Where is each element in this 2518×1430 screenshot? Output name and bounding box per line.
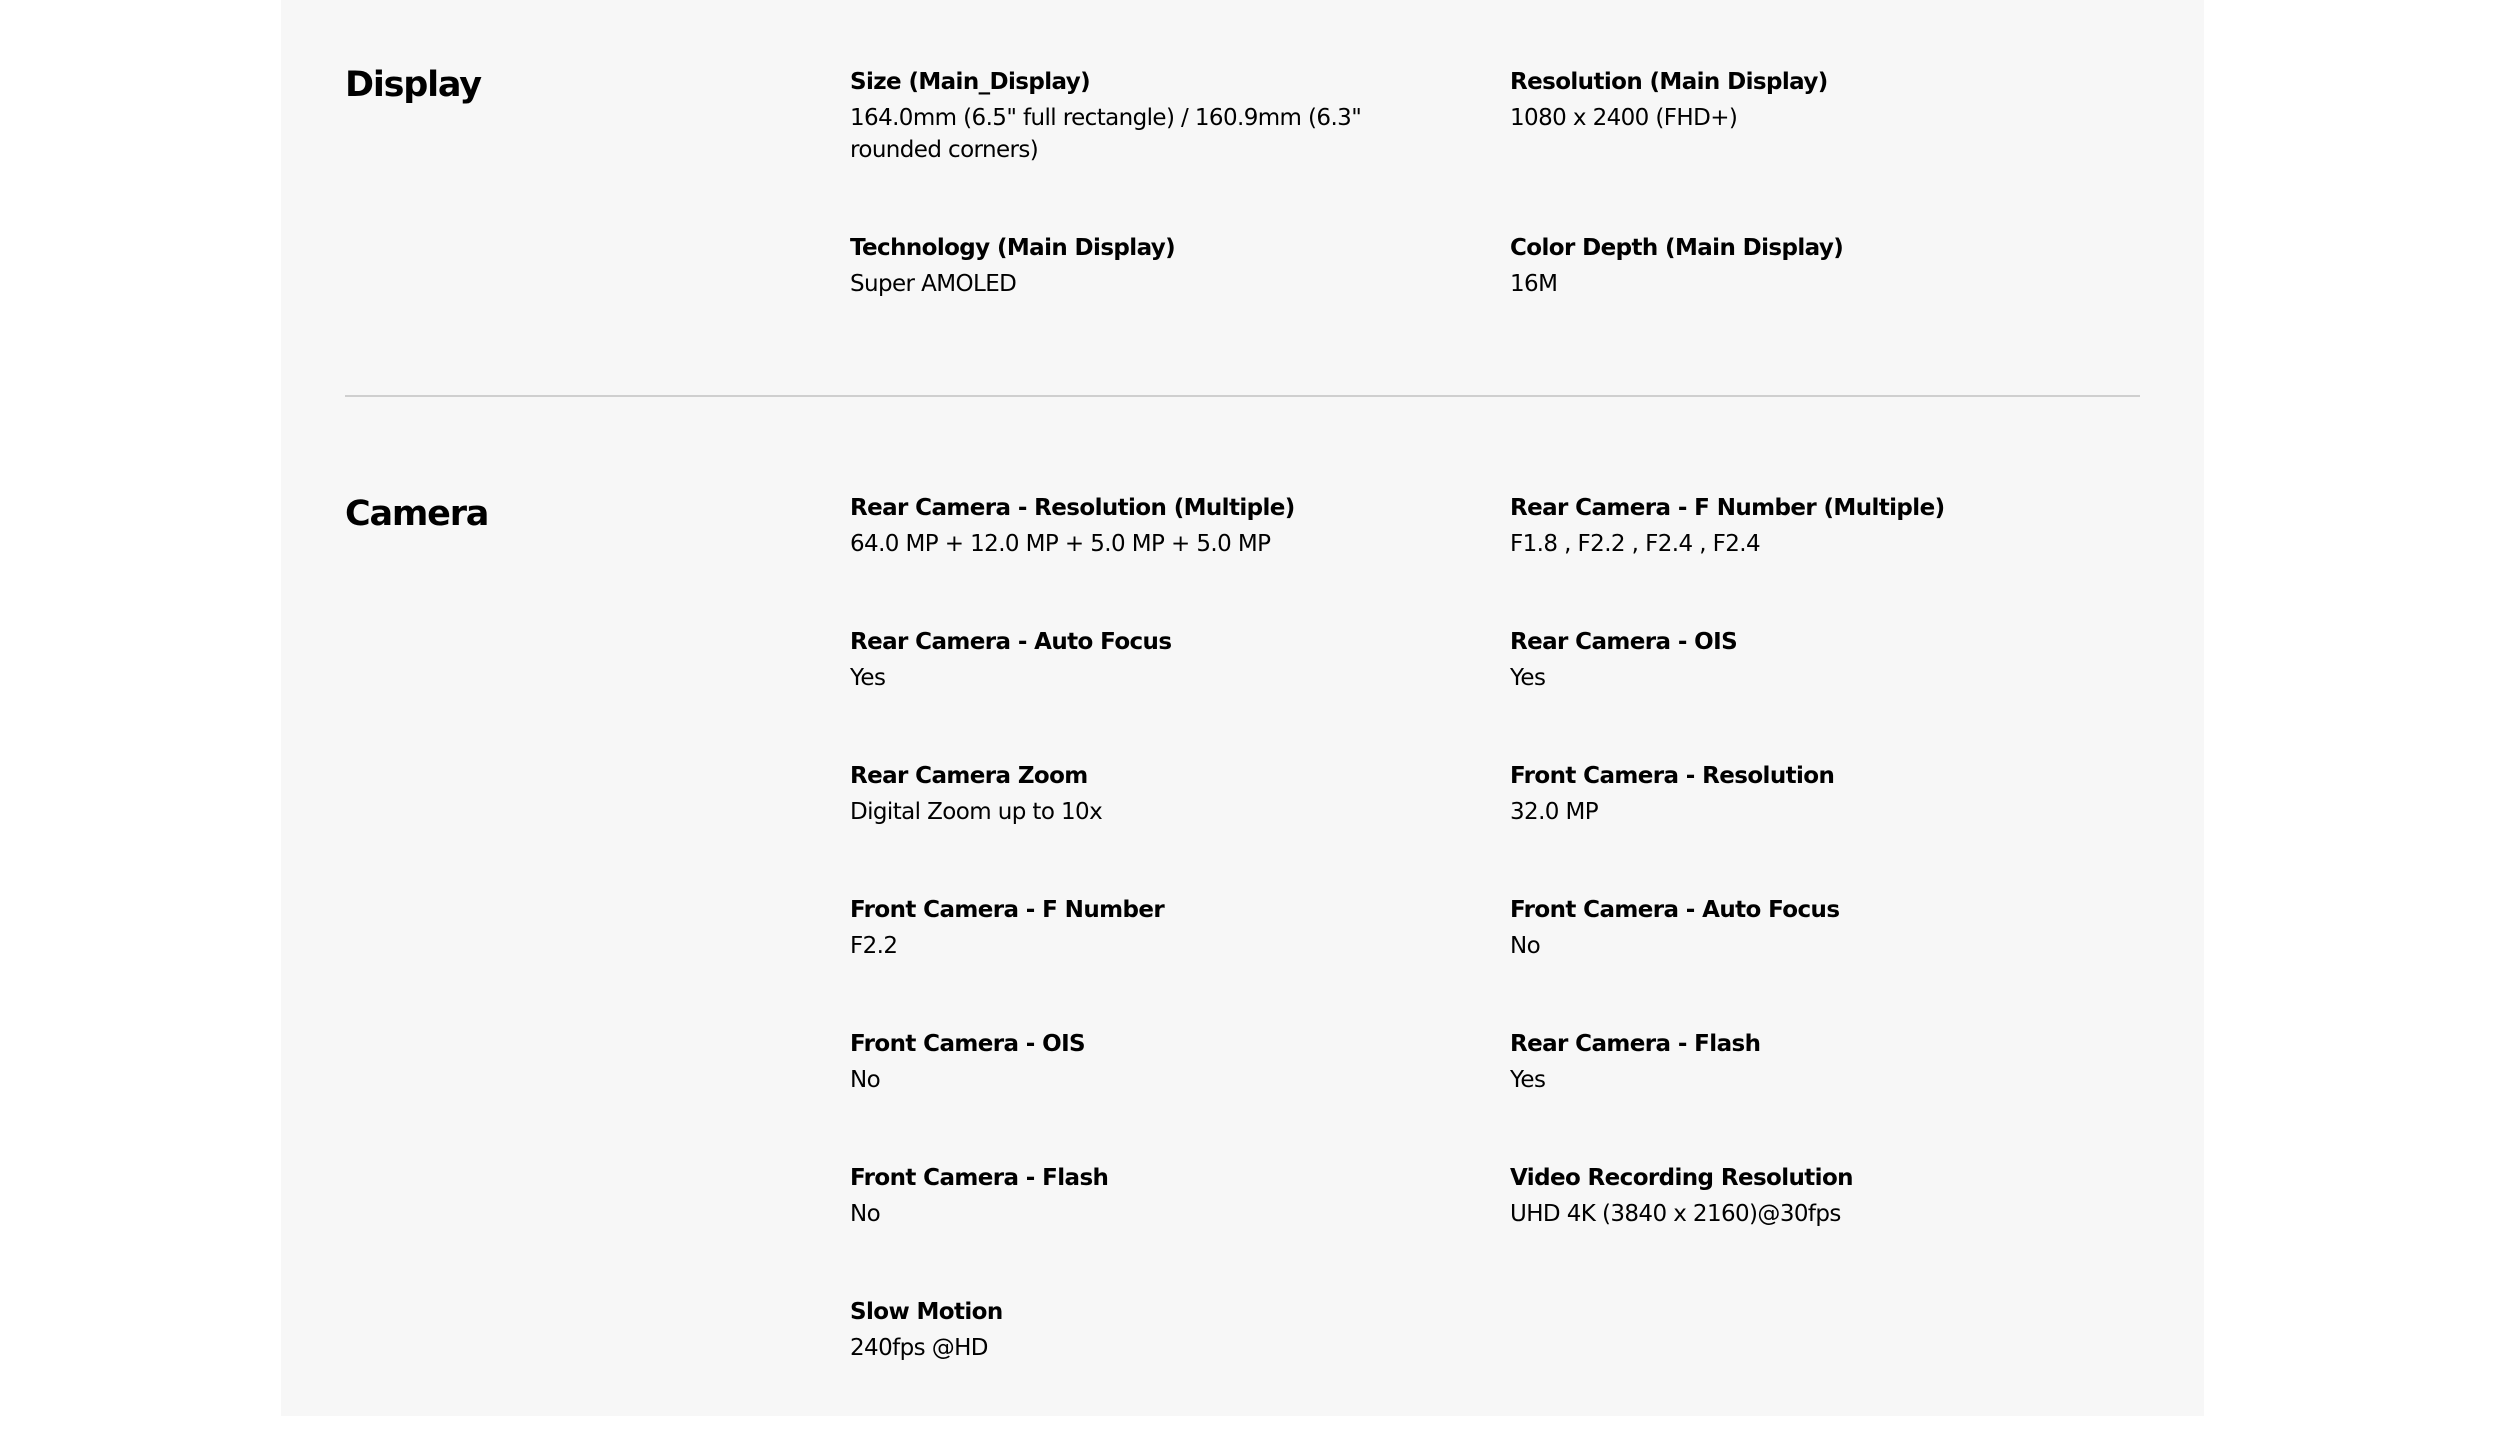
spec-item-slow-motion: [850, 1296, 1440, 1430]
spec-value: 240fps @HD: [850, 1335, 988, 1361]
spec-value: Yes: [1510, 1067, 1546, 1093]
display-section-title: Display: [345, 65, 481, 105]
spec-item-rear-camera-zoom: [850, 760, 1440, 894]
camera-spec-grid: [850, 492, 2140, 1430]
spec-label: Video Recording Resolution: [1510, 1165, 1853, 1191]
spec-item-rear-camera-ois: [1510, 626, 2100, 760]
spec-value: Super AMOLED: [850, 271, 1017, 297]
spec-value: 16M: [1510, 271, 1558, 297]
spec-label: Front Camera - Auto Focus: [1510, 897, 1840, 923]
spec-item-resolution-main-display: [1510, 66, 2100, 232]
spec-value: 1080 x 2400 (FHD+): [1510, 105, 1738, 131]
spec-item-size-main-display: [850, 66, 1440, 232]
spec-item-video-recording-resolution: [1510, 1162, 2100, 1296]
spec-label: Size (Main_Display): [850, 69, 1091, 95]
spec-value: 32.0 MP: [1510, 799, 1599, 825]
spec-label: Front Camera - OIS: [850, 1031, 1086, 1057]
spec-item-technology-main-display: [850, 232, 1440, 398]
spec-item-front-camera-ois: [850, 1028, 1440, 1162]
spec-label: Rear Camera - F Number (Multiple): [1510, 495, 1945, 521]
spec-label: Front Camera - F Number: [850, 897, 1165, 923]
spec-label: Rear Camera - Resolution (Multiple): [850, 495, 1295, 521]
spec-label: Front Camera - Flash: [850, 1165, 1109, 1191]
spec-label: Color Depth (Main Display): [1510, 235, 1844, 261]
spec-label: Resolution (Main Display): [1510, 69, 1828, 95]
display-section: [345, 0, 2140, 396]
camera-section: [345, 397, 2140, 1416]
spec-item-rear-camera-flash: [1510, 1028, 2100, 1162]
spec-value: Digital Zoom up to 10x: [850, 799, 1103, 825]
spec-value: 64.0 MP + 12.0 MP + 5.0 MP + 5.0 MP: [850, 531, 1271, 557]
spec-value: No: [1510, 933, 1541, 959]
spec-item-rear-camera-f-number: [1510, 492, 2100, 626]
spec-label: Rear Camera - Flash: [1510, 1031, 1761, 1057]
spec-value: No: [850, 1067, 881, 1093]
spec-label: Rear Camera Zoom: [850, 763, 1088, 789]
spec-item-rear-camera-auto-focus: [850, 626, 1440, 760]
display-spec-grid: [850, 66, 2140, 398]
spec-item-front-camera-resolution: [1510, 760, 2100, 894]
spec-item-front-camera-flash: [850, 1162, 1440, 1296]
spec-value: F1.8 , F2.2 , F2.4 , F2.4: [1510, 531, 1761, 557]
spec-value: No: [850, 1201, 881, 1227]
spec-value: Yes: [1510, 665, 1546, 691]
specs-page: [281, 0, 2204, 1416]
spec-value: F2.2: [850, 933, 898, 959]
spec-item-rear-camera-resolution: [850, 492, 1440, 626]
spec-label: Slow Motion: [850, 1299, 1003, 1325]
spec-value: 164.0mm (6.5" full rectangle) / 160.9mm (6.3" rounded corners): [850, 105, 1362, 163]
spec-value: Yes: [850, 665, 886, 691]
spec-label: Rear Camera - Auto Focus: [850, 629, 1172, 655]
spec-item-front-camera-f-number: [850, 894, 1440, 1028]
camera-section-title: Camera: [345, 494, 489, 534]
spec-label: Technology (Main Display): [850, 235, 1176, 261]
spec-item-color-depth-main-display: [1510, 232, 2100, 398]
spec-value: UHD 4K (3840 x 2160)@30fps: [1510, 1201, 1841, 1227]
spec-label: Front Camera - Resolution: [1510, 763, 1835, 789]
spec-label: Rear Camera - OIS: [1510, 629, 1738, 655]
spec-item-front-camera-auto-focus: [1510, 894, 2100, 1028]
